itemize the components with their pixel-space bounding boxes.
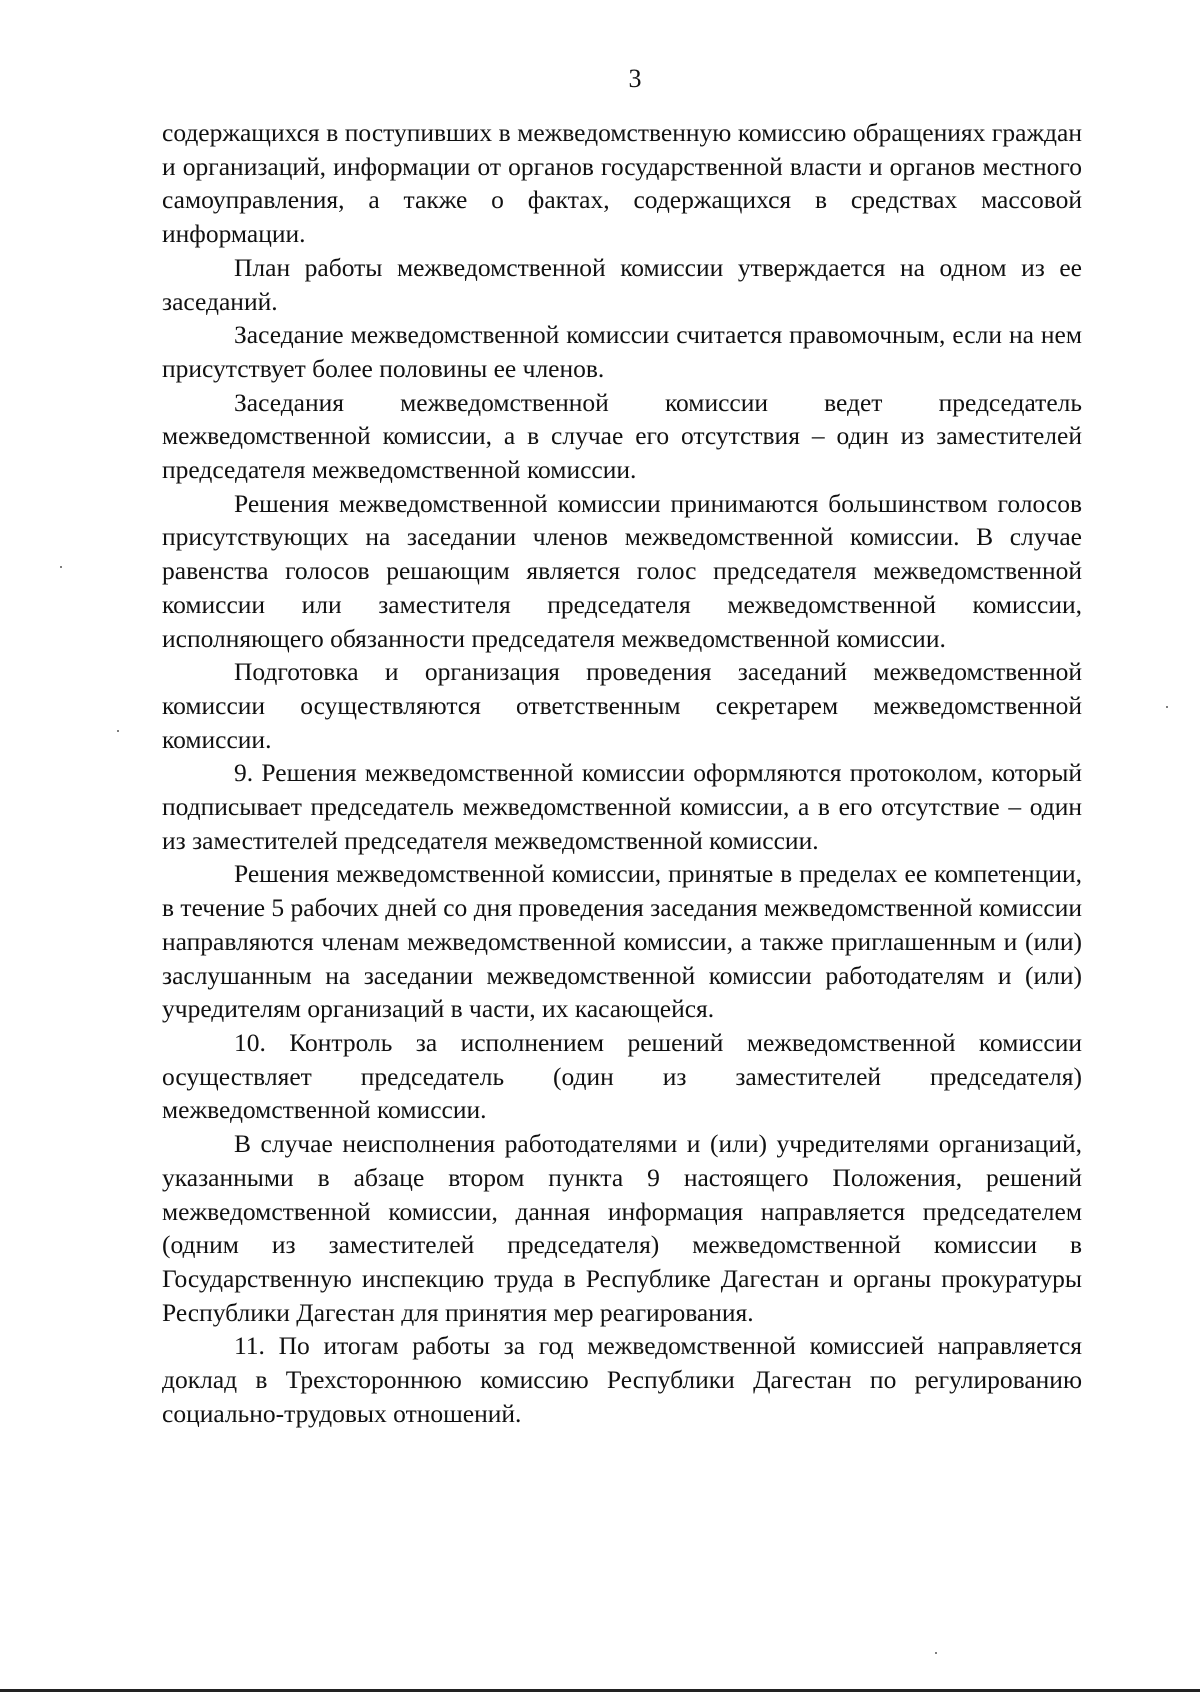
page-number: 3 <box>628 64 642 93</box>
document-body <box>162 116 1082 1430</box>
paragraph-preparation: Подготовка и организация проведения заседаний межведомственной комиссии осуществляются ответственным секретарем межведомственной комиссии. <box>162 657 1082 754</box>
paragraph-quorum: Заседание межведомственной комиссии считается правомочным, если на нем присутствует более половины ее членов. <box>162 320 1082 383</box>
paragraph-decisions-distribution: Решения межведомственной комиссии, принятые в пределах ее компетенции, в течение 5 рабочих дней со дня проведения заседания межведомственной комиссии направляются членам межведомственной комиссии, а также приглашенным и (или) заслушанным на заседании межведомственной комиссии работодателям и (или) учредителям организаций в части, их касающейся. <box>162 859 1082 1024</box>
paragraph-item-11: 11. По итогам работы за год межведомственной комиссией направляется доклад в Трехстороннюю комиссию Республики Дагестан по регулированию социально-трудовых отношений. <box>162 1331 1082 1428</box>
paragraph-chairing: Заседания межведомственной комиссии ведет председатель межведомственной комиссии, а в случае его отсутствия – один из заместителей председателя межведомственной комиссии. <box>162 387 1082 485</box>
paragraph-non-compliance: В случае неисполнения работодателями и (или) учредителями организаций, указанными в абзаце втором пункта 9 настоящего Положения, решений межведомственной комиссии, данная информация направляется председателем (одним из заместителей председателя) межведомственной комиссии в Государственную инспекцию труда в Республике Дагестан и органы прокуратуры Республики Дагестан для принятия мер реагирования. <box>162 1129 1082 1327</box>
scan-bottom-edge <box>0 1689 1200 1692</box>
scan-speck <box>60 566 62 568</box>
scan-speck <box>117 730 119 732</box>
paragraph-continuation: содержащихся в поступивших в межведомственную комиссию обращениях граждан и организаций, информации от органов государственной власти и органов местного самоуправления, а также о фактах, содержащихся в средствах массовой информации. <box>162 118 1082 249</box>
paragraph-item-10: 10. Контроль за исполнением решений межведомственной комиссии осуществляет председатель (один из заместителей председателя) межведомственной комиссии. <box>162 1027 1082 1125</box>
paragraph-item-9: 9. Решения межведомственной комиссии оформляются протоколом, который подписывает председатель межведомственной комиссии, а в его отсутствие – один из заместителей председателя межведомственной комиссии. <box>162 758 1082 855</box>
scan-speck <box>1166 706 1168 708</box>
paragraph-voting: Решения межведомственной комиссии принимаются большинством голосов присутствующих на заседании членов межведомственной комиссии. В случае равенства голосов решающим является голос председателя межведомственной комиссии или заместителя председателя межведомственной комиссии, исполняющего обязанности председателя межведомственной комиссии. <box>162 488 1082 653</box>
paragraph-work-plan: План работы межведомственной комиссии утверждается на одном из ее заседаний. <box>162 252 1082 316</box>
scan-speck <box>935 1652 937 1654</box>
